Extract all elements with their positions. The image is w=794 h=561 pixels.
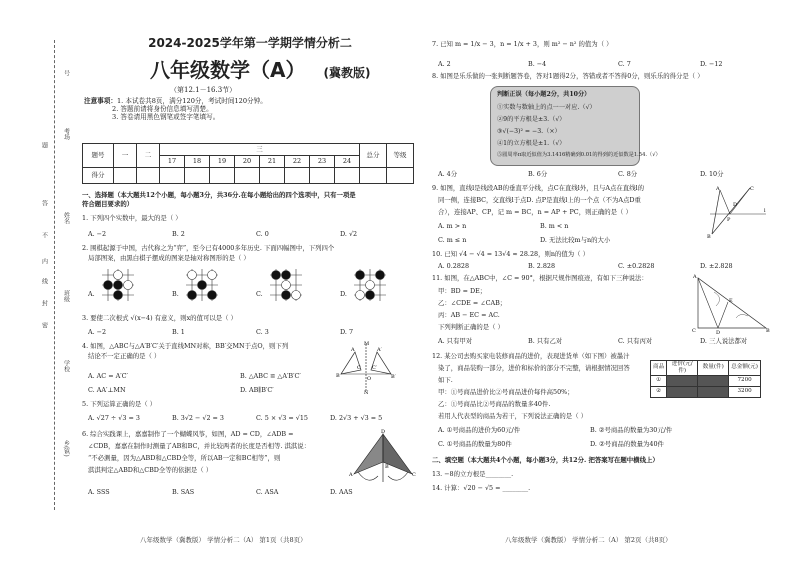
q8-stem: 8. 如图是乐乐做的一张判断题答卷，答对1题得2分，答错或者不答得0分，则乐乐的得分是（ ） [432, 72, 704, 80]
q2-option-a: A. [88, 290, 95, 298]
q9-stem-cont2: 合），连接AP、CP，记 m = BC，n = AP + PC，则正确的是（ ） [438, 208, 632, 216]
go-board-d [354, 269, 386, 301]
exam-notes [84, 97, 414, 122]
q4-figure [335, 340, 397, 395]
q6-label-d: D [381, 429, 386, 435]
q3-option-b: B. 1 [172, 328, 185, 336]
q11-option-c: C. 只有丙对 [618, 337, 653, 345]
q11-line-jia: 甲：BD = DE； [438, 287, 487, 295]
go-board-c [270, 269, 302, 301]
q11-label-c: C [692, 328, 696, 334]
q5-stem: 5. 下列运算正确的是（ ） [82, 400, 157, 408]
q1-option-d: D. √2 [340, 230, 358, 238]
score-sub-cell: 20 [235, 156, 260, 168]
score-header-cell: 一 [114, 144, 137, 168]
q8-option-b: B. 6分 [528, 170, 548, 178]
score-header-cell: 二 [137, 144, 160, 168]
q12-table-head: 进价(元/件) [667, 361, 698, 376]
binding-line [54, 40, 55, 510]
score-sub-cell: 22 [285, 156, 310, 168]
q6-stem: 6. 综合实践课上，嘉嘉制作了一个蝴蝶风筝，如图，AD = CD，∠ADB = [82, 430, 294, 438]
q9-option-c: C. m ≤ n [438, 236, 467, 244]
q8-option-a: A. 4分 [438, 170, 458, 178]
score-header-cell: 等级 [387, 144, 414, 168]
subject-label: 八年级数学（A） [150, 58, 306, 82]
q12-table-cell: ② [651, 386, 667, 397]
margin-label-name: 姓名 [62, 212, 70, 224]
q6-option-b: B. SAS [172, 488, 195, 496]
margin-label-xian: 线 [40, 278, 48, 284]
q12-stem-cont1: 染了，商品装购一部分，进价和标价的部分不完整，请根据情况回答 [438, 364, 630, 372]
score-header-cell: 题号 [83, 144, 114, 168]
q12-table-cell: 3200 [729, 386, 761, 397]
q3-option-c: C. 3 [256, 328, 269, 336]
q6-stem-cont1: ∠CDB，嘉嘉在制作时测量了AB和BC，并比较两者的长度是否相等. 淇淇说： [88, 442, 311, 450]
q4-label-b: B [336, 373, 340, 379]
q4-option-a: A. AC = A′C′ [88, 372, 129, 380]
q6-label-b: B [385, 464, 389, 470]
q8-box-item: ③√(−3)² = −3.（×） [497, 128, 561, 135]
notes-label: 注意事项： [84, 97, 117, 105]
exam-title: 2024-2025学年第一学期学情分析二 [148, 36, 352, 50]
q10-option-a: A. 0.2828 [438, 262, 470, 270]
footer-left: 八年级数学（冀教版） 学情分析二（A） 第1页（共8页） [140, 536, 307, 544]
q7-option-a: A. 2 [438, 60, 451, 68]
margin-label-township: 乡(镇) [62, 440, 70, 457]
q11-option-a: A. 只有甲对 [438, 337, 473, 345]
q12-ink-stain [698, 375, 729, 386]
q4-option-c: C. AA′⊥MN [88, 386, 126, 394]
margin-label-mi: 密 [40, 322, 48, 328]
q6-stem-cont2: “不必测量，因为△ABD和△CBD全等，所以AB一定和BC相等”，则 [88, 454, 281, 462]
q12-table-cell: ① [651, 375, 667, 386]
margin-label-exam-room: 考场 [62, 128, 70, 140]
q4-label-n: N [364, 390, 369, 395]
q12-stem: 12. 某公司去购买家电装修商品的进价，表现进货单（如下图）被墨汁 [432, 352, 630, 360]
note-item: 2. 答题前请将身份信息填写清楚。 [112, 105, 213, 114]
q4-label-a: A [351, 347, 355, 353]
q6-option-a: A. SSS [88, 488, 110, 496]
q11-option-b: B. 只有乙对 [528, 337, 563, 345]
q11-stem: 11. 如图，在△ABC中，∠C = 90°，根据尺规作图痕迹，有如下三种说法： [432, 274, 648, 282]
note-item: 1. 本试卷共8页，满分120分，考试时间120分钟。 [116, 97, 267, 105]
q1-option-b: B. 2 [172, 230, 185, 238]
q9-label-a: A [716, 186, 720, 192]
margin-label-class: 班级 [62, 290, 70, 302]
q5-option-b: B. 3√2 − √2 = 3 [172, 414, 225, 422]
score-table [82, 143, 414, 184]
note-item: 3. 答卷请用黑色钢笔或签字笔填写。 [112, 113, 220, 122]
q8-box-title: 判断正误（每小题2分，共10分） [497, 91, 591, 98]
edition-label: (冀教版) [323, 66, 371, 80]
q12-table-head: 总金额(元) [729, 361, 761, 376]
q11-label-a: A [693, 274, 697, 280]
q12-ink-stain [667, 386, 698, 397]
q12-option-a: A. ①号商品的进价为60元/件 [438, 426, 521, 434]
q11-label-e: E [729, 298, 733, 304]
q4-label-c: C [357, 365, 361, 371]
margin-label-bu: 不 [40, 232, 48, 238]
q3-stem: 3. 要使二次根式 √(x−4) 有意义，则x的值可以是（ ） [82, 314, 237, 322]
q1-option-a: A. −2 [88, 230, 107, 238]
q6-label-c: C [412, 472, 416, 478]
section2-heading: 二、填空题（本大题共4个小题，每小题3分，共12分. 把答案写在题中横线上） [432, 456, 659, 464]
q2-option-d: D. [340, 290, 347, 298]
subject-title [150, 58, 400, 83]
q4-label-m: M [364, 341, 370, 347]
q8-answer-card [490, 86, 661, 166]
q8-option-c: C. 8分 [618, 170, 638, 178]
q2-stem-cont: 局部图案，由黑白棋子摆成的图案是轴对称图形的是（ ） [88, 254, 250, 262]
q13-stem: 13. −8的立方根是________. [432, 470, 514, 478]
score-header-cell: 总分 [360, 144, 387, 168]
q8-option-d: D. 10分 [700, 170, 724, 178]
q9-option-a: A. m > n [438, 222, 467, 230]
q4-label-o: O [367, 376, 372, 382]
q9-option-b: B. m < n [540, 222, 569, 230]
q7-stem: 7. 已知 m = 1/x − 3，n = 1/x + 3，则 m² − n² 的值为（ ） [432, 40, 613, 48]
q8-box-item: ①实数与数轴上的点一一对应.（√） [497, 104, 596, 111]
q6-kite-figure [348, 428, 418, 490]
score-sub-cell: 21 [260, 156, 285, 168]
q2-option-c: C. [256, 290, 263, 298]
q9-label-c: C [750, 186, 754, 192]
q9-label-p: P [727, 217, 731, 223]
q12-table-head: 数量(件) [698, 361, 729, 376]
q10-option-b: B. 2.828 [528, 262, 556, 270]
q11-option-d: D. 三人说法都对 [700, 337, 748, 345]
margin-label-feng: 封 [40, 300, 48, 306]
q14-stem: 14. 计算：√20 − √5 = ________. [432, 484, 531, 492]
q9-label-b: B [707, 234, 711, 240]
q3-option-a: A. −2 [88, 328, 107, 336]
margin-label-school: 学校 [62, 360, 70, 372]
go-board-b [186, 269, 218, 301]
q9-label-l: l [764, 208, 766, 214]
q7-option-d: D. −12 [700, 60, 723, 68]
q12-line-yi: 乙：①号商品比②号商品的数量多40件. [438, 400, 551, 408]
q6-label-a: A [349, 472, 353, 478]
q9-stem-cont1: 同一侧，连接BC，交直线l于点D. 点P是直线l上的一个点（不为A点D重 [438, 196, 641, 204]
q1-stem: 1. 下列四个实数中，最大的是（ ） [82, 214, 182, 222]
q12-line-jia: 甲：①号商品进价比②号商品进价每件高50%； [438, 388, 574, 396]
q11-line-yi: 乙：∠CDE = ∠CAB； [438, 299, 507, 307]
q11-line-bing: 丙：AB − EC = AC. [438, 311, 500, 319]
q5-option-d: D. 2√3 + √3 = 5 [330, 414, 383, 422]
q4-label-a-prime: A′ [377, 347, 382, 353]
q6-stem-cont3: 淇淇判定△ABD和△CBD全等的依据是（ ） [88, 466, 213, 474]
go-board-a [102, 269, 134, 301]
margin-label-ti: 题 [40, 142, 48, 148]
q2-go-figures [98, 265, 398, 305]
q7-option-c: C. 7 [618, 60, 631, 68]
q4-label-b-prime: B′ [391, 374, 396, 380]
q4-stem: 4. 如图，△ABC与△A′B′C′关于直线MN对称，BB′交MN于点O，则下列 [82, 342, 289, 350]
q6-option-d: D. AAS [330, 488, 353, 496]
q6-option-c: C. ASA [256, 488, 279, 496]
score-sub-cell: 24 [335, 156, 360, 168]
q12-table-cell: 7200 [729, 375, 761, 386]
chapter-scope: （第12.1－16.3节） [170, 86, 237, 94]
q10-option-d: D. ±2.828 [700, 262, 733, 270]
q9-figure [700, 184, 770, 240]
margin-label-nei: 内 [40, 258, 48, 264]
q9-option-d: D. 无法比较m与n的大小 [540, 236, 611, 244]
score-sub-cell: 23 [310, 156, 335, 168]
score-row-label: 得分 [83, 168, 114, 184]
q3-option-d: D. 7 [340, 328, 354, 336]
q1-option-c: C. 0 [256, 230, 269, 238]
q11-label-d: D [716, 330, 721, 334]
q7-option-b: B. −4 [528, 60, 547, 68]
section1-heading: 一、选择题（本大题共12个小题，每小题3分，共36分.在每小题给出的四个选项中，只有一项是 [82, 191, 356, 199]
footer-right: 八年级数学（冀教版） 学情分析二（A） 第2页（共8页） [505, 536, 672, 544]
q12-stem-cont3: 若用人代表型的商品为若干，下列说法正确的是（ ） [438, 412, 588, 420]
q11-stem-cont: 下列判断正确的是（ ） [438, 323, 504, 331]
margin-label-da: 答 [40, 200, 48, 206]
q12-ink-stain [698, 386, 729, 397]
q12-ink-stain [667, 375, 698, 386]
q4-stem-cont: 结论不一定正确的是（ ） [88, 352, 161, 360]
score-header-cell: 三 [160, 144, 360, 156]
q9-label-d: D [733, 202, 738, 208]
q2-stem: 2. 围棋起源于中国，古代称之为“弈”，至今已有4000多年历史. 下面四幅图中，下列四个 [82, 244, 335, 252]
q12-stem-cont2: 如下. [438, 376, 453, 384]
score-sub-cell: 19 [210, 156, 235, 168]
q12-purchase-table [650, 360, 761, 398]
q12-table-head: 商品 [651, 361, 667, 376]
q12-option-c: C. ①号商品的数量为80件 [438, 440, 512, 448]
q4-label-c-prime: C′ [372, 365, 377, 371]
q12-option-b: B. ②号商品的数量为30元/件 [590, 426, 673, 434]
q5-option-c: C. 5 × √3 = √15 [256, 414, 308, 422]
q11-figure [688, 272, 772, 334]
q8-box-item: ②9的平方根是±3.（√） [497, 116, 566, 123]
section1-heading-cont: 符合题目要求的） [82, 200, 134, 208]
score-sub-cell: 18 [185, 156, 210, 168]
q12-option-d: D. ②号商品的数量为40件 [590, 440, 664, 448]
q10-stem: 10. 已知 √4 − √4 = 13√4 ≈ 28.28，则n的值为（ ） [432, 250, 589, 258]
margin-label-number: 号 [62, 70, 70, 76]
q10-option-c: C. ±0.2828 [618, 262, 655, 270]
q4-option-b: B. △ABC ≌ △A′B′C′ [240, 372, 301, 380]
q5-option-a: A. √27 ÷ √3 = 3 [88, 414, 140, 422]
q8-box-item: ⑤圆周率π取近似值为3.1416精确到0.01的得到的近似数是1.54.（√） [497, 152, 661, 158]
q8-box-item: ④1的立方根是±1.（√） [497, 140, 566, 147]
q4-option-d: D. AB∥B′C′ [240, 386, 274, 394]
q9-stem: 9. 如图，直线l是线段AB的垂直平分线，点C在直线l外，且与A点在直线l的 [432, 184, 645, 192]
q11-label-b: B [766, 328, 770, 334]
q2-option-b: B. [172, 290, 179, 298]
score-sub-cell: 17 [160, 156, 185, 168]
